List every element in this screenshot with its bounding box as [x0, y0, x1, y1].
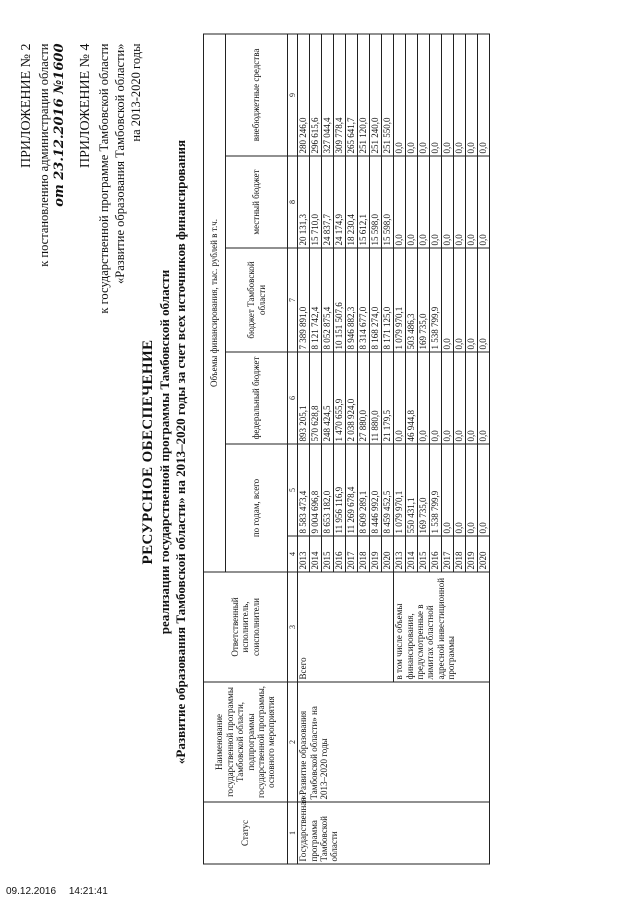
year-cell: 2013	[394, 536, 406, 572]
year-cell: 2020	[478, 536, 490, 572]
header-extra: внебюджетные средства	[226, 34, 288, 156]
value-cell: 296 615,6	[310, 34, 322, 156]
document-title	[140, 40, 189, 865]
column-index-cell: 8	[288, 156, 298, 248]
column-index-cell: 1	[288, 802, 298, 864]
year-cell: 2015	[418, 536, 430, 572]
appendix-4-line2: «Развитие образования Тамбовской области»	[112, 43, 127, 284]
value-cell: 0,0	[454, 248, 466, 352]
value-cell: 15 598,0	[370, 156, 382, 248]
value-cell: 169 735,0	[418, 444, 430, 536]
print-date: 09.12.2016	[6, 886, 57, 897]
value-cell: 0,0	[430, 352, 442, 444]
value-cell: 20 131,3	[298, 156, 310, 248]
value-cell: 0,0	[454, 444, 466, 536]
value-cell: 18 230,4	[346, 156, 358, 248]
value-cell: 280 246,0	[298, 34, 310, 156]
value-cell: 0,0	[394, 34, 406, 156]
value-cell: 0,0	[418, 352, 430, 444]
value-cell: 0,0	[418, 156, 430, 248]
value-cell: 0,0	[430, 34, 442, 156]
value-cell: 8 446 992,0	[370, 444, 382, 536]
value-cell: 251 120,0	[358, 34, 370, 156]
title-line-1: РЕСУРСНОЕ ОБЕСПЕЧЕНИЕ	[140, 339, 156, 565]
value-cell: 1 079 970,1	[394, 444, 406, 536]
header-funding: Объемы финансирования, тыс. рублей в т.ч.	[204, 34, 226, 572]
year-cell: 2017	[346, 536, 358, 572]
value-cell: 8 609 289,1	[358, 444, 370, 536]
value-cell: 0,0	[454, 352, 466, 444]
value-cell: 24 837,7	[322, 156, 334, 248]
value-cell: 0,0	[430, 156, 442, 248]
title-line-2: реализации государственной программы Тамбовской области	[157, 269, 172, 635]
value-cell: 11 269 678,4	[346, 444, 358, 536]
header-status: Статус	[204, 802, 288, 864]
value-cell: 0,0	[406, 156, 418, 248]
value-cell: 0,0	[454, 34, 466, 156]
value-cell: 15 612,1	[358, 156, 370, 248]
value-cell: 21 179,5	[382, 352, 394, 444]
value-cell: 0,0	[478, 248, 490, 352]
year-cell: 2013	[298, 536, 310, 572]
value-cell: 10 151 507,6	[334, 248, 346, 352]
value-cell: 0,0	[406, 34, 418, 156]
value-cell: 0,0	[442, 248, 454, 352]
print-time: 14:21:41	[68, 886, 108, 897]
value-cell: 0,0	[466, 352, 478, 444]
appendix-4-line1: к государственной программе Тамбовской области	[96, 43, 111, 314]
year-cell: 2018	[358, 536, 370, 572]
column-index-cell: 2	[288, 682, 298, 802]
value-cell: 0,0	[478, 444, 490, 536]
value-cell: 24 174,9	[334, 156, 346, 248]
year-cell: 2020	[382, 536, 394, 572]
value-cell: 309 778,4	[334, 34, 346, 156]
value-cell: 9 004 696,8	[310, 444, 322, 536]
value-cell: 2 038 924,0	[346, 352, 358, 444]
value-cell: 0,0	[442, 34, 454, 156]
value-cell: 248 424,5	[322, 352, 334, 444]
value-cell: 570 628,8	[310, 352, 322, 444]
program-name-cell: «Развитие образования Тамбовской области» на 2013–2020 годы	[298, 682, 490, 802]
appendix-2-label: ПРИЛОЖЕНИЕ № 2	[19, 43, 34, 168]
value-cell: 8 052 875,4	[322, 248, 334, 352]
year-cell: 2017	[442, 536, 454, 572]
value-cell: 0,0	[478, 352, 490, 444]
year-cell: 2019	[466, 536, 478, 572]
value-cell: 0,0	[442, 352, 454, 444]
year-cell: 2019	[370, 536, 382, 572]
column-index-row	[288, 34, 298, 864]
value-cell: 893 205,1	[298, 352, 310, 444]
value-cell: 46 944,8	[406, 352, 418, 444]
value-cell: 0,0	[478, 156, 490, 248]
value-cell: 327 044,4	[322, 34, 334, 156]
value-cell: 1 470 655,9	[334, 352, 346, 444]
value-cell: 8 168 274,0	[370, 248, 382, 352]
value-cell: 0,0	[442, 156, 454, 248]
value-cell: 8 946 882,3	[346, 248, 358, 352]
value-cell: 503 486,3	[406, 248, 418, 352]
appendix-4-label: ПРИЛОЖЕНИЕ № 4	[78, 43, 94, 168]
column-index-cell: 5	[288, 444, 298, 536]
column-index-cell: 9	[288, 34, 298, 156]
program-status-cell: Государственная программа Тамбовской области	[298, 802, 490, 864]
header-executor: Ответственный исполнитель, соисполнители	[204, 572, 288, 682]
value-cell: 1 538 799,9	[430, 248, 442, 352]
value-cell: 0,0	[466, 156, 478, 248]
value-cell: 15 598,0	[382, 156, 394, 248]
value-cell: 1 538 799,9	[430, 444, 442, 536]
value-cell: 1 079 970,1	[394, 248, 406, 352]
executor-group-label: Всего	[298, 572, 394, 682]
header-name: Наименование государственной программы Тамбовской области, подпрограммы государственной программы, основного мероприятия	[204, 682, 288, 802]
value-cell: 0,0	[466, 248, 478, 352]
value-cell: 8 314 677,0	[358, 248, 370, 352]
value-cell: 169 735,0	[418, 248, 430, 352]
value-cell: 0,0	[394, 156, 406, 248]
print-timestamp	[6, 886, 108, 897]
year-cell: 2018	[454, 536, 466, 572]
resource-table	[203, 33, 490, 864]
year-cell: 2014	[310, 536, 322, 572]
year-cell: 2016	[430, 536, 442, 572]
column-index-cell: 7	[288, 248, 298, 352]
value-cell: 8 171 125,0	[382, 248, 394, 352]
value-cell: 251 240,0	[370, 34, 382, 156]
value-cell: 8 653 182,0	[322, 444, 334, 536]
column-index-cell: 3	[288, 572, 298, 682]
year-cell: 2015	[322, 536, 334, 572]
value-cell: 8 459 452,5	[382, 444, 394, 536]
column-index-cell: 6	[288, 352, 298, 444]
value-cell: 15 710,0	[310, 156, 322, 248]
value-cell: 550 431,1	[406, 444, 418, 536]
appendix-2-decree: к постановлению администрации области	[37, 43, 52, 267]
year-cell: 2014	[406, 536, 418, 572]
value-cell: 0,0	[466, 34, 478, 156]
appendix-4-line3: на 2013-2020 годы	[129, 43, 144, 142]
appendix-block	[18, 44, 144, 374]
table-row	[298, 34, 310, 864]
header-local: местный бюджет	[226, 156, 288, 248]
value-cell: 8 583 473,4	[298, 444, 310, 536]
header-total: по годам, всего	[226, 444, 288, 572]
value-cell: 11 880,0	[370, 352, 382, 444]
header-federal: федеральный бюджет	[226, 352, 288, 444]
appendix-2-date: от 23.12.2016 №1600	[52, 43, 68, 207]
value-cell: 11 956 116,9	[334, 444, 346, 536]
value-cell: 8 121 742,4	[310, 248, 322, 352]
value-cell: 265 641,7	[346, 34, 358, 156]
year-cell: 2016	[334, 536, 346, 572]
value-cell: 251 550,0	[382, 34, 394, 156]
value-cell: 0,0	[442, 444, 454, 536]
value-cell: 0,0	[466, 444, 478, 536]
title-line-3: «Развитие образования Тамбовской области» на 2013–2020 годы за счет всех источников финансирования	[173, 139, 188, 765]
value-cell: 0,0	[478, 34, 490, 156]
executor-group-label: в том числе объемы финансирования, предусмотренные в лимитах областной адресной инвестиционной программы	[394, 572, 490, 682]
value-cell: 0,0	[394, 352, 406, 444]
value-cell: 7 389 891,0	[298, 248, 310, 352]
value-cell: 27 880,0	[358, 352, 370, 444]
value-cell: 0,0	[418, 34, 430, 156]
header-regional: бюджет Тамбовской области	[226, 248, 288, 352]
column-index-cell: 4	[288, 536, 298, 572]
value-cell: 0,0	[454, 156, 466, 248]
